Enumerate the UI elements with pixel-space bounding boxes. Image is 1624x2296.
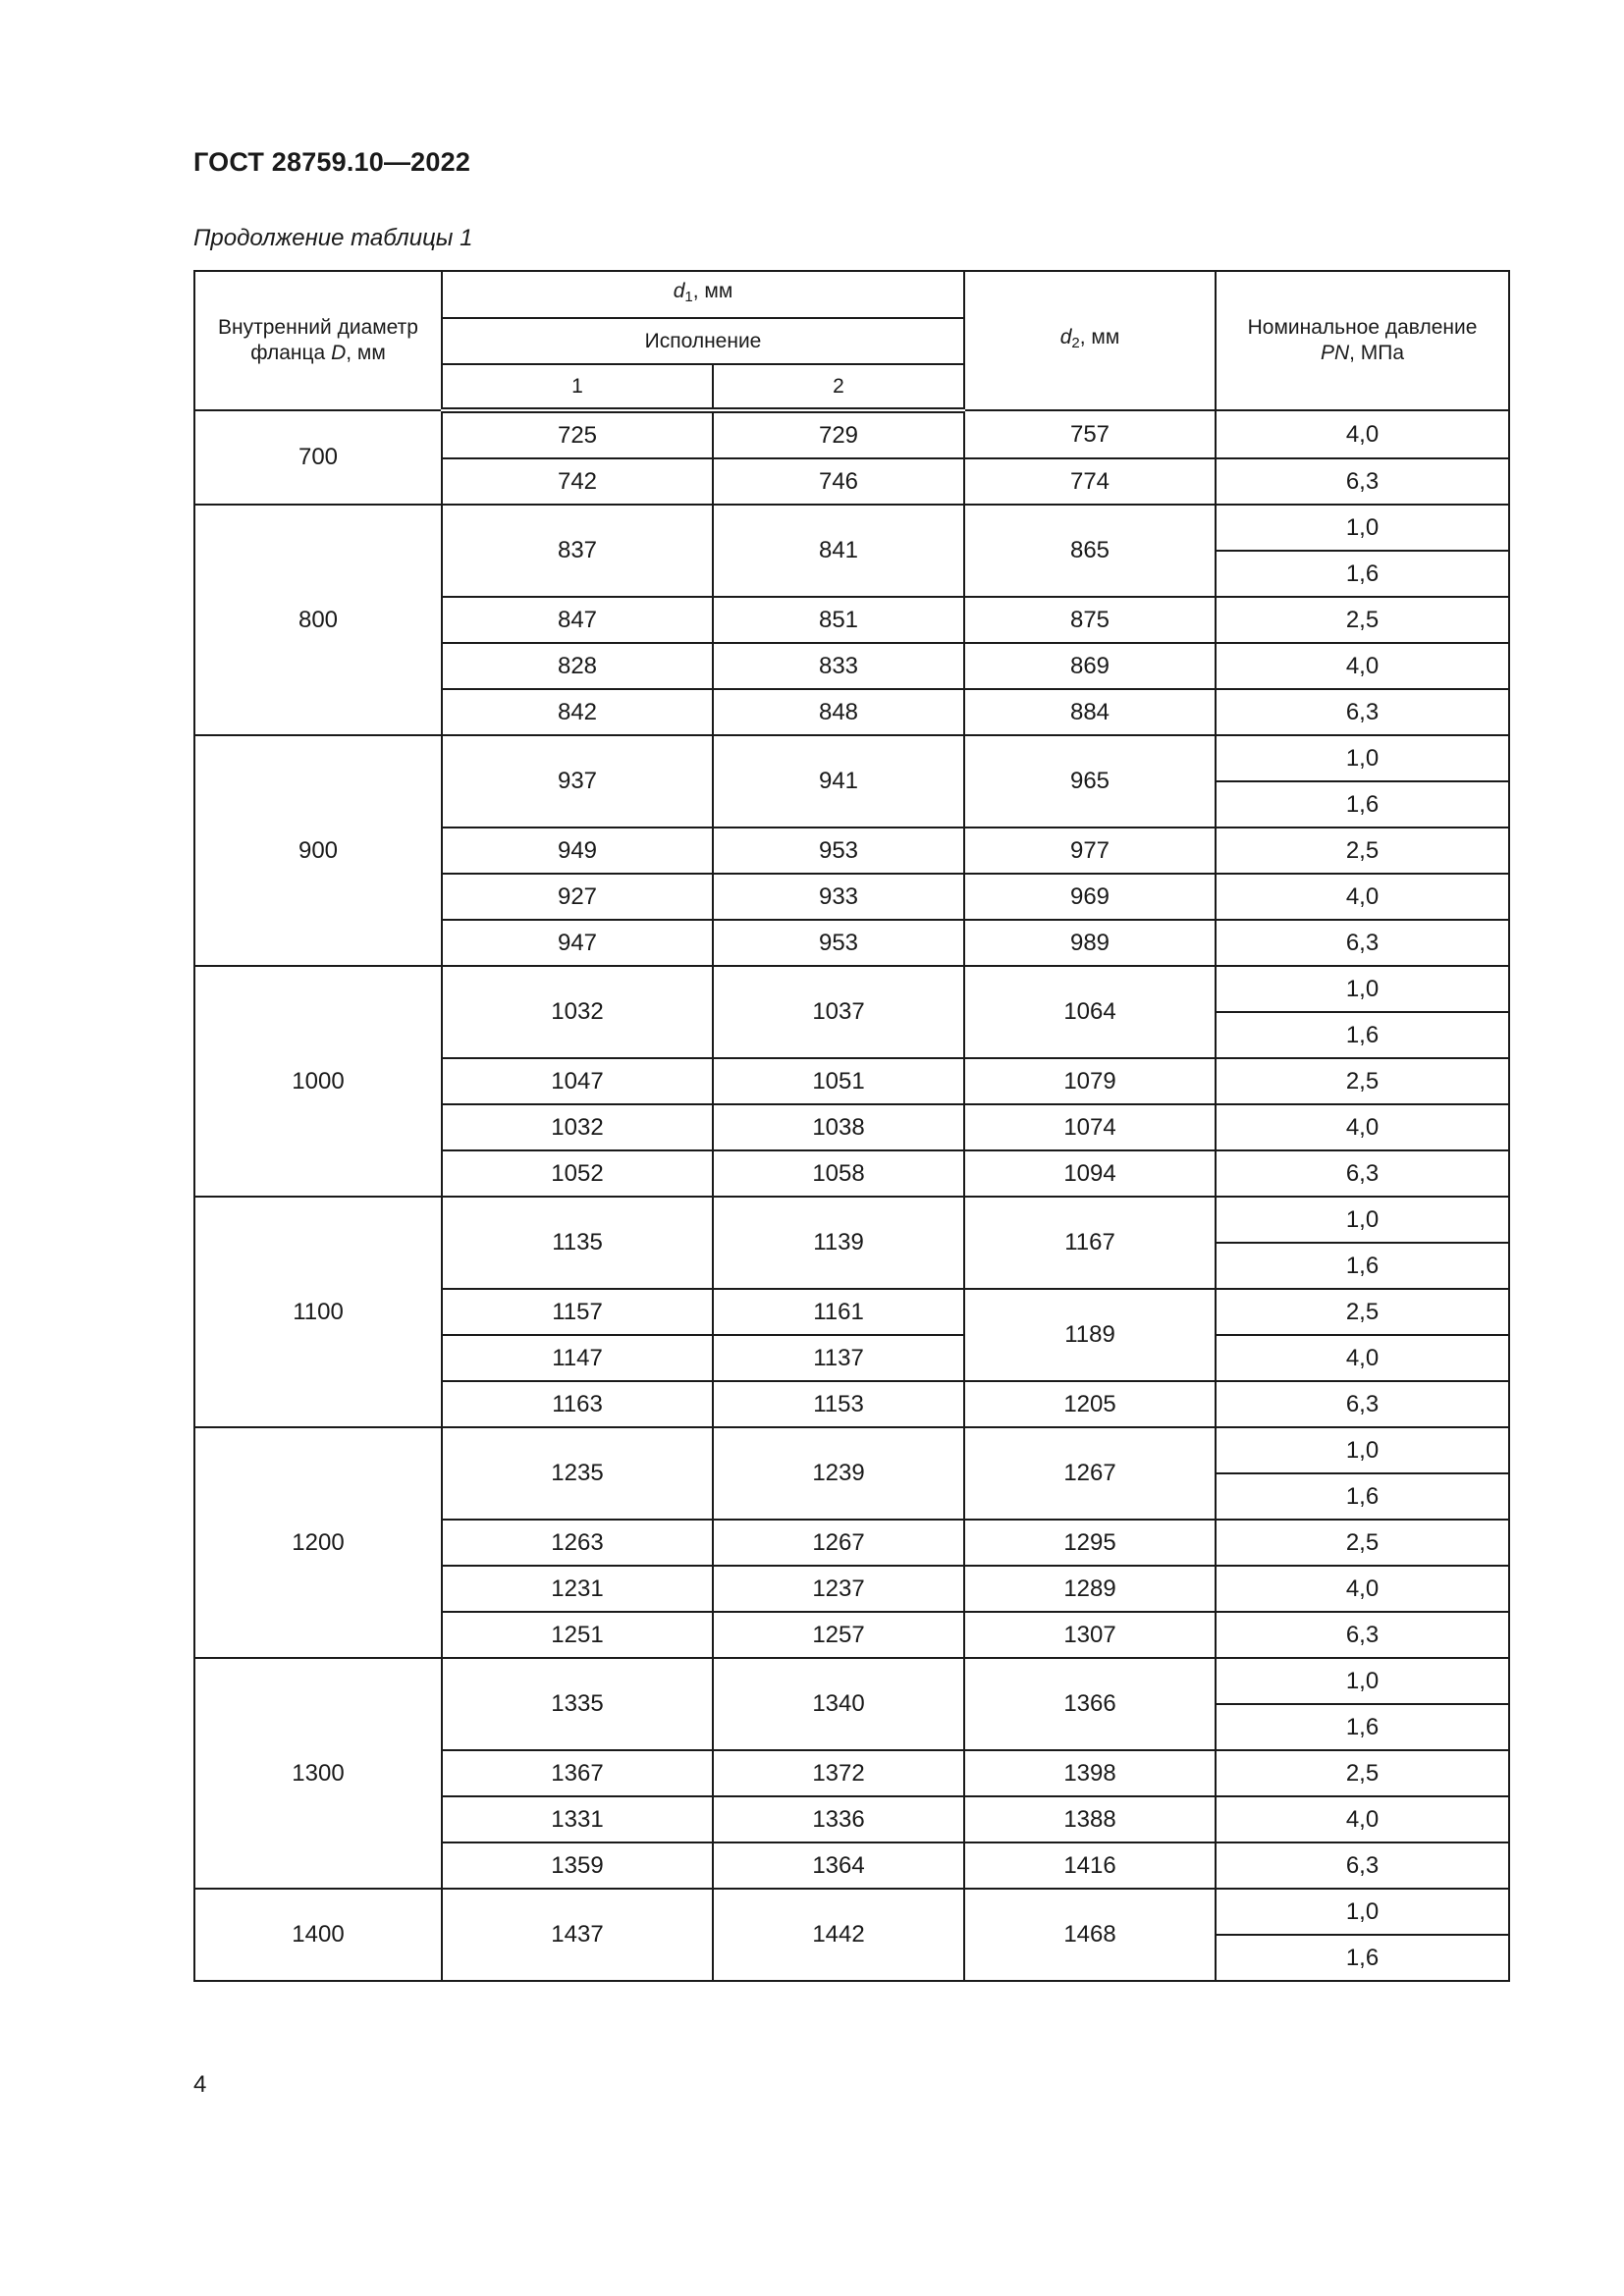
table-row xyxy=(194,1658,1509,1704)
cell-d1-execution-1: 1367 xyxy=(442,1750,713,1796)
cell-d2: 1366 xyxy=(964,1658,1216,1750)
header-d1-sub: 1 xyxy=(684,289,693,305)
cell-d1-execution-2: 1161 xyxy=(713,1289,964,1335)
cell-d1-execution-2: 953 xyxy=(713,920,964,966)
table-row xyxy=(194,1889,1509,1935)
cell-d1-execution-2: 1139 xyxy=(713,1197,964,1289)
cell-d1-execution-1: 847 xyxy=(442,597,713,643)
header-d2-unit: , мм xyxy=(1079,326,1120,348)
cell-d1-execution-2: 1257 xyxy=(713,1612,964,1658)
cell-d2: 757 xyxy=(964,410,1216,458)
cell-d1-execution-1: 842 xyxy=(442,689,713,735)
cell-d1-execution-2: 1364 xyxy=(713,1842,964,1889)
header-inner-diameter-var: D xyxy=(331,342,347,364)
header-nominal-pressure xyxy=(1216,271,1509,410)
cell-d1-execution-1: 1335 xyxy=(442,1658,713,1750)
cell-d1-execution-2: 1237 xyxy=(713,1566,964,1612)
table-row xyxy=(194,505,1509,551)
cell-d2: 977 xyxy=(964,828,1216,874)
cell-d1-execution-1: 1032 xyxy=(442,966,713,1058)
cell-d2: 1416 xyxy=(964,1842,1216,1889)
table-caption: Продолжение таблицы 1 xyxy=(193,225,473,251)
cell-d2: 865 xyxy=(964,505,1216,597)
cell-nominal-pressure: 1,0 xyxy=(1216,966,1509,1012)
cell-nominal-pressure: 6,3 xyxy=(1216,1381,1509,1427)
cell-d2: 1205 xyxy=(964,1381,1216,1427)
header-inner-diameter xyxy=(194,271,442,410)
cell-nominal-pressure: 4,0 xyxy=(1216,643,1509,689)
header-d2 xyxy=(964,271,1216,410)
cell-d1-execution-2: 1137 xyxy=(713,1335,964,1381)
cell-d2: 1295 xyxy=(964,1520,1216,1566)
cell-d2: 1189 xyxy=(964,1289,1216,1381)
table-row xyxy=(194,410,1509,458)
cell-d1-execution-1: 837 xyxy=(442,505,713,597)
header-execution: Исполнение xyxy=(442,318,964,364)
cell-d2: 1468 xyxy=(964,1889,1216,1981)
cell-d1-execution-2: 1051 xyxy=(713,1058,964,1104)
cell-nominal-pressure: 1,6 xyxy=(1216,1473,1509,1520)
cell-d2: 1307 xyxy=(964,1612,1216,1658)
cell-inner-diameter: 1000 xyxy=(194,966,442,1197)
cell-d1-execution-2: 941 xyxy=(713,735,964,828)
cell-d2: 1267 xyxy=(964,1427,1216,1520)
cell-d2: 869 xyxy=(964,643,1216,689)
document-title: ГОСТ 28759.10—2022 xyxy=(193,147,471,177)
cell-d1-execution-2: 851 xyxy=(713,597,964,643)
cell-nominal-pressure: 6,3 xyxy=(1216,920,1509,966)
header-d2-sub: 2 xyxy=(1071,335,1080,351)
header-nominal-pressure-line1: Номинальное давление xyxy=(1247,316,1478,339)
header-inner-diameter-line1: Внутренний диаметр xyxy=(218,316,418,339)
cell-d1-execution-1: 828 xyxy=(442,643,713,689)
header-nominal-pressure-var: PN xyxy=(1320,342,1350,364)
cell-d1-execution-2: 1153 xyxy=(713,1381,964,1427)
cell-inner-diameter: 1200 xyxy=(194,1427,442,1658)
cell-d1-execution-1: 949 xyxy=(442,828,713,874)
cell-d2: 965 xyxy=(964,735,1216,828)
cell-d2: 969 xyxy=(964,874,1216,920)
cell-nominal-pressure: 2,5 xyxy=(1216,1520,1509,1566)
cell-d1-execution-1: 1147 xyxy=(442,1335,713,1381)
cell-inner-diameter: 1400 xyxy=(194,1889,442,1981)
cell-d1-execution-1: 1359 xyxy=(442,1842,713,1889)
cell-d1-execution-1: 1235 xyxy=(442,1427,713,1520)
cell-d1-execution-2: 746 xyxy=(713,458,964,505)
cell-nominal-pressure: 2,5 xyxy=(1216,828,1509,874)
cell-d1-execution-1: 1251 xyxy=(442,1612,713,1658)
cell-nominal-pressure: 6,3 xyxy=(1216,1612,1509,1658)
cell-d2: 1167 xyxy=(964,1197,1216,1289)
table-row xyxy=(194,966,1509,1012)
cell-nominal-pressure: 1,6 xyxy=(1216,1243,1509,1289)
header-execution-2: 2 xyxy=(713,364,964,410)
cell-d1-execution-2: 1372 xyxy=(713,1750,964,1796)
cell-d1-execution-2: 933 xyxy=(713,874,964,920)
cell-d1-execution-1: 927 xyxy=(442,874,713,920)
header-d1-unit: , мм xyxy=(692,280,733,302)
cell-d1-execution-2: 833 xyxy=(713,643,964,689)
cell-inner-diameter: 1300 xyxy=(194,1658,442,1889)
cell-d2: 1289 xyxy=(964,1566,1216,1612)
cell-nominal-pressure: 1,0 xyxy=(1216,1658,1509,1704)
table-row xyxy=(194,735,1509,781)
cell-nominal-pressure: 1,0 xyxy=(1216,1197,1509,1243)
cell-d2: 1079 xyxy=(964,1058,1216,1104)
cell-d2: 989 xyxy=(964,920,1216,966)
cell-nominal-pressure: 1,0 xyxy=(1216,505,1509,551)
cell-d1-execution-2: 1340 xyxy=(713,1658,964,1750)
cell-nominal-pressure: 1,0 xyxy=(1216,1889,1509,1935)
cell-d2: 774 xyxy=(964,458,1216,505)
cell-d1-execution-2: 953 xyxy=(713,828,964,874)
header-execution-1: 1 xyxy=(442,364,713,410)
cell-nominal-pressure: 4,0 xyxy=(1216,1335,1509,1381)
table-body xyxy=(194,410,1509,1981)
cell-inner-diameter: 1100 xyxy=(194,1197,442,1427)
cell-d1-execution-1: 1331 xyxy=(442,1796,713,1842)
cell-d1-execution-1: 1047 xyxy=(442,1058,713,1104)
cell-d1-execution-1: 742 xyxy=(442,458,713,505)
header-inner-diameter-prefix: фланца xyxy=(250,342,332,364)
cell-d1-execution-2: 1239 xyxy=(713,1427,964,1520)
cell-nominal-pressure: 1,6 xyxy=(1216,1704,1509,1750)
cell-d1-execution-1: 937 xyxy=(442,735,713,828)
cell-d1-execution-2: 1336 xyxy=(713,1796,964,1842)
header-nominal-pressure-unit: , МПа xyxy=(1349,342,1405,364)
cell-d1-execution-1: 1135 xyxy=(442,1197,713,1289)
cell-nominal-pressure: 6,3 xyxy=(1216,458,1509,505)
cell-d1-execution-2: 848 xyxy=(713,689,964,735)
cell-nominal-pressure: 4,0 xyxy=(1216,874,1509,920)
cell-nominal-pressure: 1,6 xyxy=(1216,1012,1509,1058)
cell-nominal-pressure: 2,5 xyxy=(1216,1289,1509,1335)
header-d2-var: d xyxy=(1059,326,1072,348)
cell-nominal-pressure: 6,3 xyxy=(1216,689,1509,735)
cell-d1-execution-1: 1052 xyxy=(442,1150,713,1197)
cell-d1-execution-1: 725 xyxy=(442,410,713,458)
cell-d1-execution-1: 1032 xyxy=(442,1104,713,1150)
cell-d1-execution-1: 1231 xyxy=(442,1566,713,1612)
cell-nominal-pressure: 1,0 xyxy=(1216,1427,1509,1473)
cell-inner-diameter: 800 xyxy=(194,505,442,735)
cell-d1-execution-2: 729 xyxy=(713,410,964,458)
table-row xyxy=(194,1197,1509,1243)
cell-nominal-pressure: 4,0 xyxy=(1216,410,1509,458)
cell-nominal-pressure: 2,5 xyxy=(1216,1750,1509,1796)
cell-inner-diameter: 900 xyxy=(194,735,442,966)
cell-d2: 1388 xyxy=(964,1796,1216,1842)
cell-nominal-pressure: 4,0 xyxy=(1216,1104,1509,1150)
cell-nominal-pressure: 6,3 xyxy=(1216,1150,1509,1197)
cell-d1-execution-2: 841 xyxy=(713,505,964,597)
cell-d1-execution-2: 1058 xyxy=(713,1150,964,1197)
cell-nominal-pressure: 1,6 xyxy=(1216,781,1509,828)
cell-d1-execution-2: 1037 xyxy=(713,966,964,1058)
cell-nominal-pressure: 2,5 xyxy=(1216,597,1509,643)
cell-d2: 875 xyxy=(964,597,1216,643)
cell-d1-execution-1: 1157 xyxy=(442,1289,713,1335)
cell-nominal-pressure: 1,6 xyxy=(1216,1935,1509,1981)
cell-nominal-pressure: 4,0 xyxy=(1216,1796,1509,1842)
cell-nominal-pressure: 2,5 xyxy=(1216,1058,1509,1104)
cell-nominal-pressure: 4,0 xyxy=(1216,1566,1509,1612)
cell-nominal-pressure: 1,6 xyxy=(1216,551,1509,597)
page-number: 4 xyxy=(193,2071,207,2098)
cell-d2: 884 xyxy=(964,689,1216,735)
table-row xyxy=(194,1427,1509,1473)
header-d1 xyxy=(442,271,964,318)
cell-d1-execution-1: 1263 xyxy=(442,1520,713,1566)
cell-d1-execution-1: 1437 xyxy=(442,1889,713,1981)
cell-d2: 1398 xyxy=(964,1750,1216,1796)
cell-inner-diameter: 700 xyxy=(194,410,442,505)
cell-d1-execution-2: 1038 xyxy=(713,1104,964,1150)
cell-d1-execution-2: 1442 xyxy=(713,1889,964,1981)
cell-d1-execution-2: 1267 xyxy=(713,1520,964,1566)
cell-d2: 1094 xyxy=(964,1150,1216,1197)
table-header xyxy=(194,271,1509,410)
cell-d2: 1064 xyxy=(964,966,1216,1058)
cell-d2: 1074 xyxy=(964,1104,1216,1150)
header-d1-var: d xyxy=(673,280,685,302)
flange-dimensions-table xyxy=(193,270,1510,1982)
cell-nominal-pressure: 6,3 xyxy=(1216,1842,1509,1889)
cell-d1-execution-1: 1163 xyxy=(442,1381,713,1427)
cell-nominal-pressure: 1,0 xyxy=(1216,735,1509,781)
header-inner-diameter-unit: , мм xyxy=(346,342,386,364)
cell-d1-execution-1: 947 xyxy=(442,920,713,966)
